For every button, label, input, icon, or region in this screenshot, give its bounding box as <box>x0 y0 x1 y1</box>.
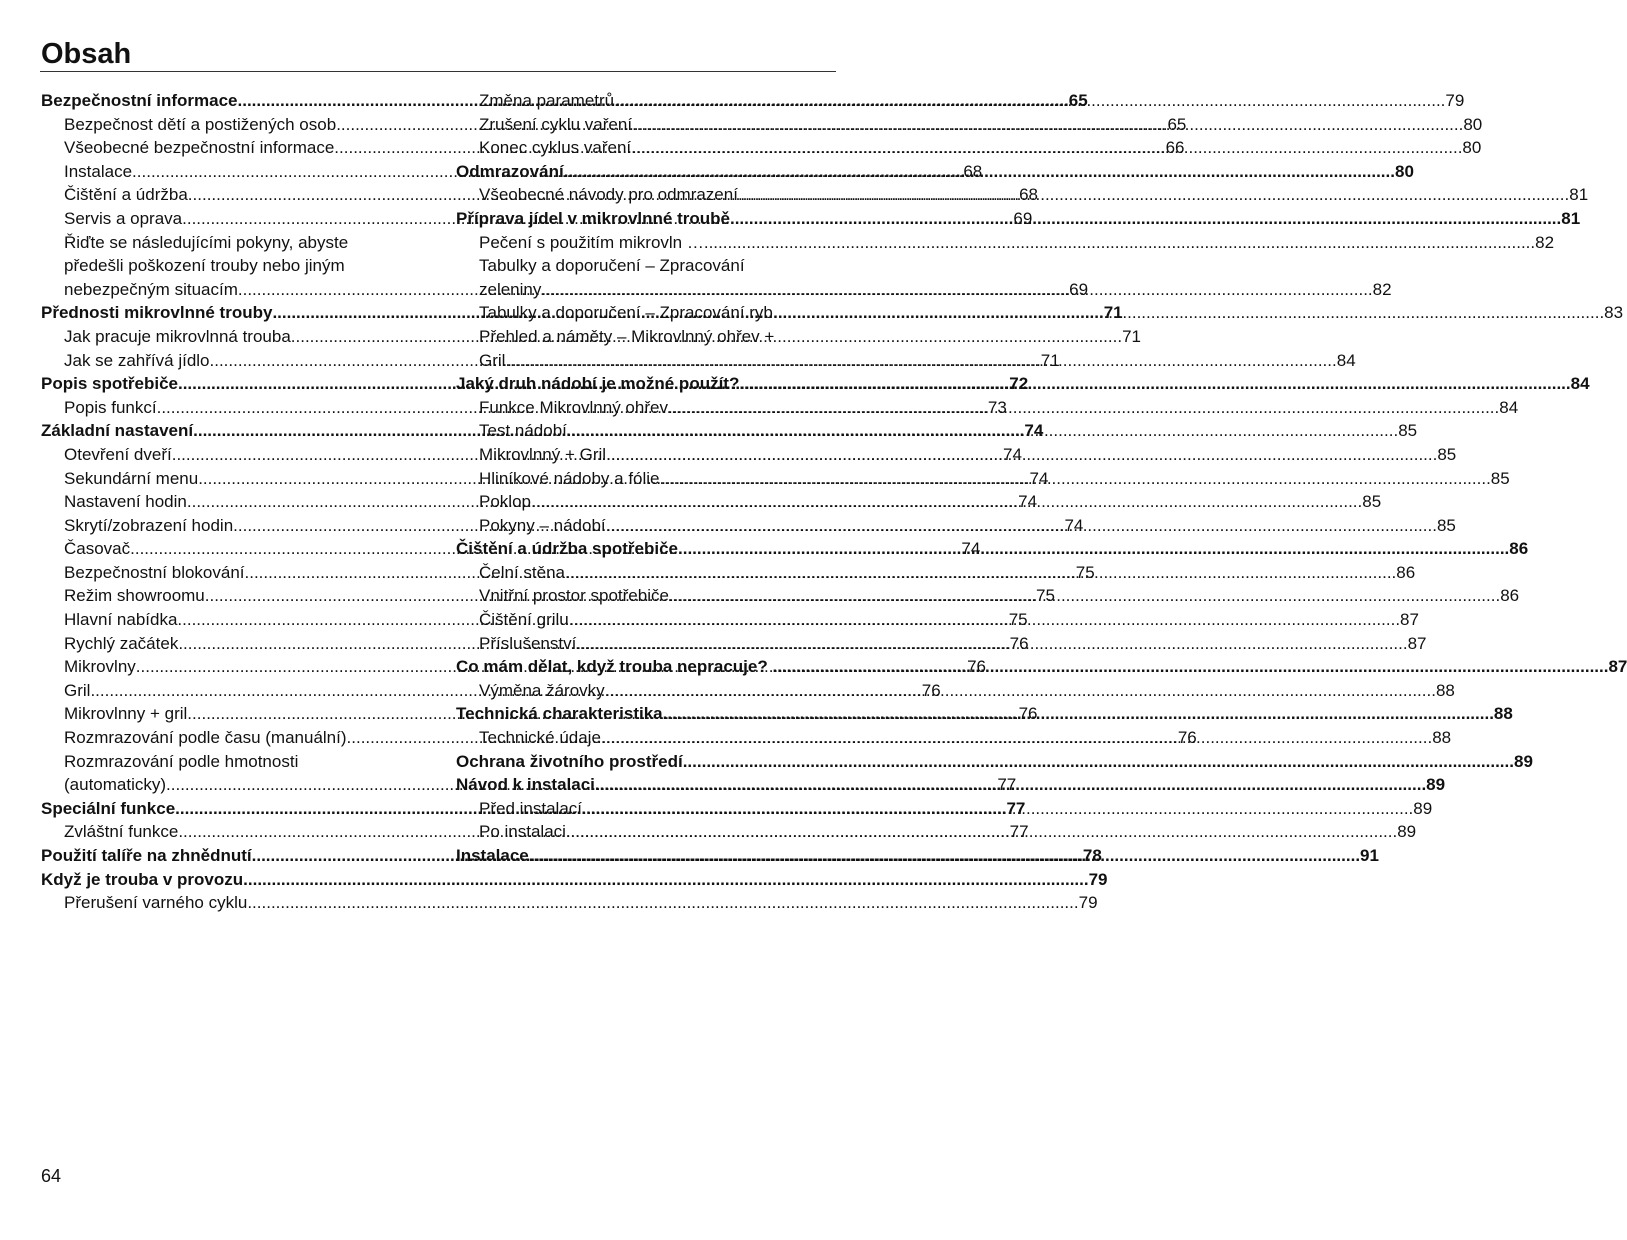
dot-leader <box>632 113 1463 137</box>
toc-entry-label: Všeobecné návody pro odmrazení <box>479 185 738 205</box>
toc-entry-label: Zvláštní funkce <box>64 822 179 842</box>
toc-entry-page: 69 <box>1013 208 1033 228</box>
toc-entry-label: Mikrovlnny + gril <box>64 704 188 724</box>
toc-entry-page: 83 <box>1604 303 1624 323</box>
toc-entry-page: 84 <box>1336 350 1356 370</box>
toc-entry-page: 79 <box>1078 893 1098 913</box>
toc-entry-label: Popis spotřebiče <box>41 374 178 394</box>
toc-entry-label: Bezpečnost dětí a postižených osob <box>64 114 337 134</box>
toc-entry-label: Zrušení cyklu vaření <box>479 114 633 134</box>
toc-entry-label: Mikrovlnný + Gril <box>479 444 607 464</box>
toc-entry-page: 74 <box>1003 444 1022 464</box>
toc-entry-page: 74 <box>961 539 981 559</box>
dot-leader <box>505 349 1336 373</box>
dot-leader <box>582 797 1413 821</box>
toc-entry-label: Instalace <box>456 846 529 865</box>
toc-entry-page: 73 <box>987 397 1007 417</box>
toc-entry-label: Hliníkové nádoby a fólie <box>479 468 660 488</box>
toc-entry-page: 80 <box>1394 161 1414 181</box>
toc-entry-label: Jak pracuje mikrovlnná trouba <box>64 326 291 346</box>
title-divider <box>40 71 836 72</box>
toc-entry-page: 74 <box>1064 515 1084 535</box>
toc-entry-page: 91 <box>1360 846 1379 865</box>
toc-entry-page: 74 <box>1024 421 1044 441</box>
dot-leader <box>541 278 1372 302</box>
toc-entry-label: Vnitřní prostor spotřebiče <box>479 586 669 606</box>
toc-entry-page: 80 <box>1462 138 1482 158</box>
dot-leader <box>660 467 1491 491</box>
toc-entry-page: 89 <box>1426 775 1446 795</box>
toc-entry-label: Gril <box>479 350 506 370</box>
toc-entry-page: 85 <box>1398 421 1418 441</box>
toc-entry-page: 80 <box>1463 114 1483 134</box>
dot-leader <box>601 726 1432 750</box>
toc-entry-page: 82 <box>1372 279 1392 299</box>
toc-entry-page: 68 <box>1019 185 1038 205</box>
toc-entry-page: 89 <box>1513 751 1533 771</box>
toc-entry-page: 79 <box>1445 91 1465 110</box>
toc-entry-label: Konec cyklus vaření <box>479 138 632 158</box>
toc-entry-page: 85 <box>1437 444 1457 464</box>
toc-entry-page: 81 <box>1561 208 1581 228</box>
toc-entry-label-line: Rozmrazování podle hmotnosti <box>64 751 299 771</box>
toc-entry-page: 71 <box>1040 350 1060 370</box>
toc-entry-page: 86 <box>1396 562 1416 582</box>
toc-entry-page: 76 <box>921 680 941 700</box>
toc-entry-page: 66 <box>1165 138 1185 158</box>
toc-entry-label: Bezpečnostní informace <box>41 91 238 110</box>
toc-entry-page: 88 <box>1435 680 1455 700</box>
dot-leader <box>773 301 1604 325</box>
toc-entry-page: 82 <box>1535 232 1555 252</box>
dot-leader <box>605 679 1436 703</box>
toc-entry-label: Čelní stěna <box>479 562 565 582</box>
toc-entry-label: Pečení s použitím mikrovln … <box>479 232 704 252</box>
toc-entry-page: 77 <box>1006 798 1026 818</box>
toc-entry-page: 81 <box>1569 185 1589 205</box>
toc-entry-label: Co mám dělat, když trouba nepracuje? . <box>456 657 778 677</box>
toc-entry-label: Přednosti mikrovlnné trouby <box>41 303 273 323</box>
dot-leader <box>257 868 1088 892</box>
toc-entry-label: Po instalaci <box>479 822 566 842</box>
dot-leader <box>738 183 1569 207</box>
toc-entry-label: Bezpečnostní blokování <box>64 562 245 582</box>
dot-leader <box>247 891 1078 915</box>
page-number: 64 <box>41 1166 62 1186</box>
toc-entry-label: Příslušenství <box>479 633 577 653</box>
toc-entry-label: Popis funkcí <box>64 397 157 417</box>
toc-entry-page: 76 <box>1177 728 1197 748</box>
dot-leader <box>739 372 1570 396</box>
toc-entry-page: 88 <box>1493 704 1513 724</box>
toc-entry-page: 77 <box>997 775 1017 795</box>
toc-entry-label: Časovač <box>64 539 131 559</box>
dot-leader <box>704 231 1535 255</box>
toc-entry-label: Otevření dveří <box>64 444 172 464</box>
toc-entry-label: Přerušení varného cyklu <box>64 893 248 913</box>
toc-entry-label: Režim showroomu <box>64 586 205 606</box>
toc-entry-page: 76 <box>1009 633 1029 653</box>
toc-entry-label: Odmrazování <box>456 161 564 181</box>
toc-entry-page: 68 <box>963 161 983 181</box>
dot-leader <box>567 419 1398 443</box>
toc-entry-page: 84 <box>1499 397 1519 417</box>
toc-entry-label: Pokyny – nádobí <box>479 515 606 535</box>
toc-entry-label: Návod k instalaci <box>456 775 595 795</box>
dot-leader <box>564 160 1395 184</box>
toc-entry-page: 76 <box>967 657 986 677</box>
toc-entry-label: Nastavení hodin <box>64 492 187 512</box>
toc-entry-page: 85 <box>1362 492 1382 512</box>
dot-leader <box>606 443 1437 467</box>
toc-entry-label: Sekundární menu <box>64 468 199 488</box>
toc-entry-label: Instalace <box>64 161 133 181</box>
toc-subsection[interactable] <box>41 891 1098 915</box>
toc-entry-label: Čištění a údržba <box>64 185 188 205</box>
toc-entry-page: 75 <box>1008 610 1028 630</box>
dot-leader <box>566 820 1397 844</box>
dot-leader <box>606 514 1437 538</box>
toc-entry-label: Všeobecné bezpečnostní informace <box>64 138 335 158</box>
toc-entry-label: Hlavní nabídka <box>64 610 178 630</box>
toc-entry-page: 76 <box>1018 704 1038 724</box>
toc-section[interactable] <box>41 868 1108 892</box>
toc-entry-label-line: Přehled a náměty – Mikrovlnný ohřev + <box>479 326 775 346</box>
toc-entry-label: Použití talíře na zhnědnutí <box>41 846 252 865</box>
dot-leader <box>663 702 1494 726</box>
toc-entry-page: 87 <box>1400 610 1419 630</box>
toc-entry-label: Změna parametrů <box>479 91 615 110</box>
toc-entry-page: 69 <box>1069 279 1089 299</box>
page-title: Obsah <box>41 38 132 70</box>
dot-leader <box>576 632 1407 656</box>
dot-leader <box>569 608 1400 632</box>
dot-leader <box>683 750 1514 774</box>
toc-entry-label: Funkce Mikrovlnný ohřev <box>479 397 668 417</box>
toc-entry-page: 86 <box>1509 539 1529 559</box>
toc-entry-label: Když je trouba v provozu... <box>41 869 258 889</box>
toc-entry-page: 86 <box>1500 586 1520 606</box>
toc-entry-page: 85 <box>1490 468 1510 488</box>
dot-leader <box>531 490 1362 514</box>
toc-entry-label-line: Řiďte se následujícími pokyny, abyste <box>64 232 349 252</box>
toc-entry-page: 87 <box>1407 633 1427 653</box>
toc-entry-label: Mikrovlny <box>64 657 136 677</box>
toc-entry-page: 74 <box>1018 492 1038 512</box>
dot-leader <box>565 561 1396 585</box>
dot-leader <box>678 537 1509 561</box>
toc-entry-page: 89 <box>1397 822 1417 842</box>
toc-entry-label: Technická charakteristika <box>456 704 663 724</box>
toc-entry-label: Servis a oprava <box>64 208 183 228</box>
toc-entry-page: 75 <box>1036 586 1055 606</box>
dot-leader <box>668 396 1499 420</box>
toc-entry-page: 77 <box>1009 822 1029 842</box>
toc-entry-page: 85 <box>1436 515 1456 535</box>
dot-leader <box>529 844 1360 868</box>
toc-section[interactable] <box>456 750 1533 774</box>
toc-entry-label: Gril <box>64 680 91 700</box>
toc-entry-label: Čištění grilu <box>479 610 569 630</box>
toc-entry-label: Rychlý začátek <box>64 633 179 653</box>
dot-leader <box>730 207 1561 231</box>
dot-leader <box>631 136 1462 160</box>
toc-entry-page: 71 <box>1103 303 1123 323</box>
toc-entry-label: zeleniny <box>479 279 542 299</box>
toc-entry-label: Poklop <box>479 492 531 512</box>
toc-entry-page: 78 <box>1082 846 1102 865</box>
toc-entry-page: 84 <box>1570 374 1590 394</box>
toc-entry-label: Speciální funkce <box>41 798 176 818</box>
toc-subsection[interactable] <box>456 231 1555 255</box>
toc-entry-page: 88 <box>1432 728 1452 748</box>
toc-entry-label: Výměna žárovky <box>479 680 605 700</box>
toc-entry-label: Technické údaje <box>479 728 601 748</box>
toc-entry-page: 89 <box>1413 798 1433 818</box>
toc-entry-label: Skrytí/zobrazení hodin <box>64 515 234 535</box>
toc-entry-page: 79 <box>1088 869 1108 889</box>
toc-entry-page: 72 <box>1009 374 1029 394</box>
toc-entry-label: Čištění a údržba spotřebiče <box>456 539 678 559</box>
dot-leader <box>595 773 1426 797</box>
toc-entry-label: Rozmrazování podle času (manuální) <box>64 728 347 748</box>
toc-entry-label: Tabulky a doporučení – Zpracování ryb <box>479 303 773 323</box>
toc-entry-label-line: předešli poškození trouby nebo jiným <box>64 256 345 276</box>
toc-entry-label: Základní nastavení <box>41 421 194 441</box>
dot-leader <box>669 584 1500 608</box>
toc-entry-label: Příprava jídel v mikrovlnné troubě <box>456 208 730 228</box>
dot-leader <box>777 655 1608 679</box>
toc-entry-page: 71 <box>1122 326 1141 346</box>
toc-entry-label: Před instalací <box>479 798 582 818</box>
toc-entry-page: 65 <box>1068 91 1088 110</box>
toc-entry-page: 75 <box>1075 562 1095 582</box>
toc-entry-label: Test nádobí <box>479 421 567 441</box>
toc-entry-label: nebezpečným situacím <box>64 279 238 299</box>
toc-entry-label: Jak se zahřívá jídlo <box>64 350 210 370</box>
toc-entry-label: (automaticky) <box>64 775 167 795</box>
dot-leader <box>614 89 1445 113</box>
toc-entry-page: 65 <box>1167 114 1187 134</box>
toc-entry-label-line: Tabulky a doporučení – Zpracování <box>479 256 745 276</box>
toc-entry-page: 74 <box>1029 468 1049 488</box>
toc-entry-label: Jaký druh nádobí je možné použít? <box>456 374 740 394</box>
toc-entry-page: 87 <box>1608 657 1627 677</box>
toc-entry-label: Ochrana životního prostředí <box>456 751 683 771</box>
